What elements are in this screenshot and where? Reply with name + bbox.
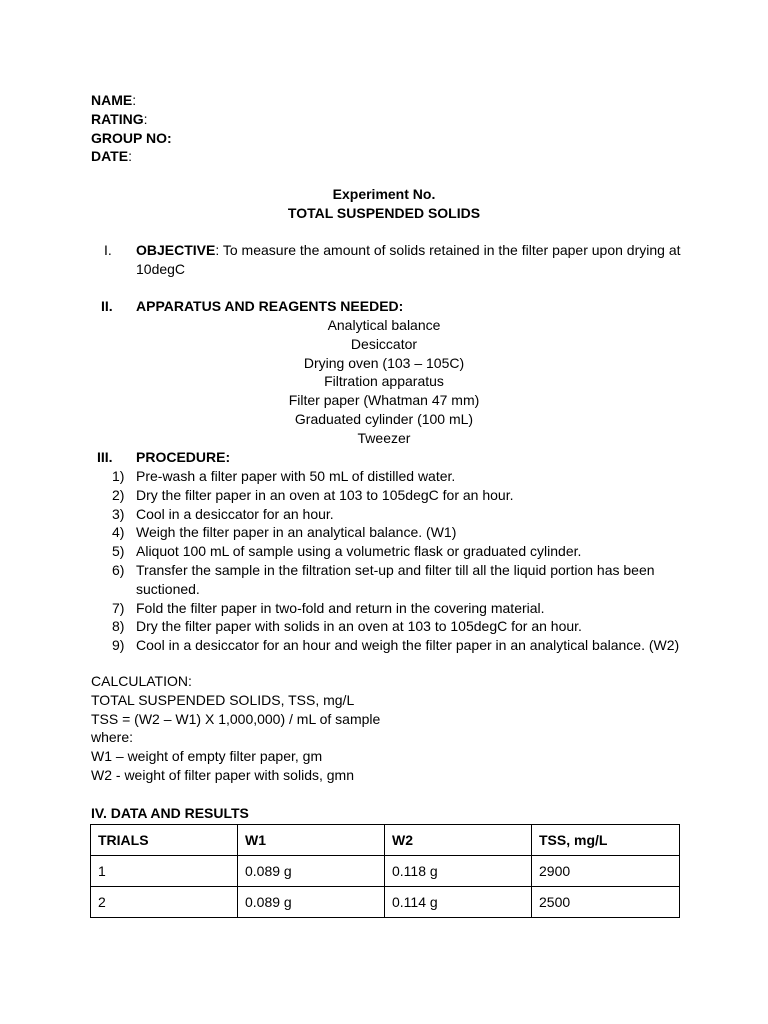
rating-label: RATING bbox=[91, 110, 144, 127]
objective-numeral: I. bbox=[104, 242, 112, 258]
procedure-steps bbox=[91, 467, 691, 655]
apparatus-item: Filtration apparatus bbox=[324, 373, 444, 390]
objective-section bbox=[91, 241, 691, 279]
date-label: DATE bbox=[91, 148, 129, 165]
date-colon: : bbox=[128, 148, 132, 165]
column-header-w1: W1 bbox=[238, 825, 385, 856]
step-text: Aliquot 100 mL of sample using a volumetric flask or graduated cylinder. bbox=[136, 543, 582, 560]
table-cell: 0.118 g bbox=[385, 856, 532, 887]
data-results-heading: IV. DATA AND RESULTS bbox=[91, 805, 249, 821]
procedure-step bbox=[91, 542, 691, 561]
procedure-step bbox=[91, 561, 691, 599]
column-header-w2: W2 bbox=[385, 825, 532, 856]
procedure-step bbox=[91, 505, 691, 524]
table-row bbox=[91, 856, 680, 887]
apparatus-heading: APPARATUS AND REAGENTS NEEDED: bbox=[136, 298, 404, 314]
step-number: 5) bbox=[112, 543, 125, 560]
calculation-line: where: bbox=[91, 729, 134, 746]
date-field bbox=[91, 147, 172, 166]
apparatus-item: Tweezer bbox=[357, 429, 411, 446]
table-cell: 0.089 g bbox=[238, 887, 385, 918]
procedure-step bbox=[91, 636, 691, 655]
step-text: Cool in a desiccator for an hour and weigh the filter paper in an analytical balance. (W2) bbox=[136, 637, 680, 654]
rating-colon: : bbox=[143, 110, 148, 127]
table-cell: 0.114 g bbox=[385, 887, 532, 918]
name-colon: : bbox=[132, 92, 137, 108]
column-header-trials: TRIALS bbox=[91, 825, 238, 856]
results-table bbox=[90, 824, 680, 918]
calculation-heading: CALCULATION: bbox=[91, 673, 192, 689]
calculation-line: W2 - weight of filter paper with solids, gmn bbox=[91, 766, 354, 783]
step-text: Cool in a desiccator for an hour. bbox=[136, 505, 334, 522]
apparatus-item: Filter paper (Whatman 47 mm) bbox=[288, 392, 480, 409]
calculation-line: W1 – weight of empty filter paper, gm bbox=[91, 748, 323, 765]
group-label: GROUP NO: bbox=[91, 129, 172, 146]
objective-body bbox=[136, 241, 691, 279]
rating-field bbox=[91, 110, 172, 129]
table-header-row bbox=[91, 825, 680, 856]
procedure-heading: PROCEDURE: bbox=[136, 449, 231, 465]
procedure-step bbox=[91, 599, 691, 618]
table-cell: 0.089 g bbox=[238, 856, 385, 887]
apparatus-item: Drying oven (103 – 105C) bbox=[303, 354, 465, 371]
table-row bbox=[91, 887, 680, 918]
step-number: 7) bbox=[112, 599, 125, 616]
step-text: Transfer the sample in the filtration set-up and filter till all the liquid portion has been suctioned. bbox=[136, 561, 655, 597]
header-fields bbox=[91, 91, 172, 166]
step-number: 2) bbox=[112, 486, 125, 503]
procedure-step bbox=[91, 467, 691, 486]
procedure-section bbox=[91, 448, 691, 467]
calculation-section bbox=[91, 672, 711, 785]
apparatus-section bbox=[91, 297, 691, 316]
step-text: Dry the filter paper in an oven at 103 to 105degC for an hour. bbox=[136, 486, 514, 503]
step-text: Fold the filter paper in two-fold and return in the covering material. bbox=[136, 599, 545, 616]
document-titles bbox=[0, 185, 768, 223]
objective-text: : To measure the amount of solids retained in the filter paper upon drying at 10degC bbox=[136, 242, 681, 277]
step-text: Weigh the filter paper in an analytical balance. (W1) bbox=[136, 524, 457, 541]
step-number: 3) bbox=[112, 505, 125, 522]
step-text: Pre-wash a filter paper with 50 mL of distilled water. bbox=[136, 468, 456, 484]
table-cell: 2900 bbox=[532, 856, 680, 887]
apparatus-numeral: II. bbox=[101, 298, 113, 314]
step-number: 8) bbox=[112, 618, 125, 635]
apparatus-item: Graduated cylinder (100 mL) bbox=[294, 410, 474, 427]
step-number: 4) bbox=[112, 524, 125, 541]
document-title: TOTAL SUSPENDED SOLIDS bbox=[287, 204, 481, 221]
calculation-formula: TSS = (W2 – W1) X 1,000,000) / mL of sample bbox=[91, 710, 381, 727]
experiment-number: Experiment No. bbox=[332, 186, 436, 202]
table-cell: 2 bbox=[91, 887, 238, 918]
step-number: 6) bbox=[112, 561, 125, 578]
apparatus-list bbox=[0, 316, 768, 448]
name-field bbox=[91, 91, 172, 110]
step-number: 9) bbox=[112, 637, 125, 654]
calculation-line: TOTAL SUSPENDED SOLIDS, TSS, mg/L bbox=[91, 691, 355, 708]
objective-heading: OBJECTIVE bbox=[136, 242, 216, 258]
group-field bbox=[91, 129, 172, 148]
procedure-step bbox=[91, 617, 691, 636]
step-number: 1) bbox=[112, 468, 125, 484]
table-cell: 1 bbox=[91, 856, 238, 887]
column-header-tss: TSS, mg/L bbox=[532, 825, 680, 856]
name-label: NAME bbox=[91, 92, 133, 108]
procedure-step bbox=[91, 486, 691, 505]
table-cell: 2500 bbox=[532, 887, 680, 918]
procedure-numeral: III. bbox=[97, 449, 113, 465]
procedure-step bbox=[91, 523, 691, 542]
step-text: Dry the filter paper with solids in an oven at 103 to 105degC for an hour. bbox=[136, 618, 582, 635]
apparatus-item: Desiccator bbox=[350, 335, 418, 352]
apparatus-item: Analytical balance bbox=[327, 317, 441, 333]
